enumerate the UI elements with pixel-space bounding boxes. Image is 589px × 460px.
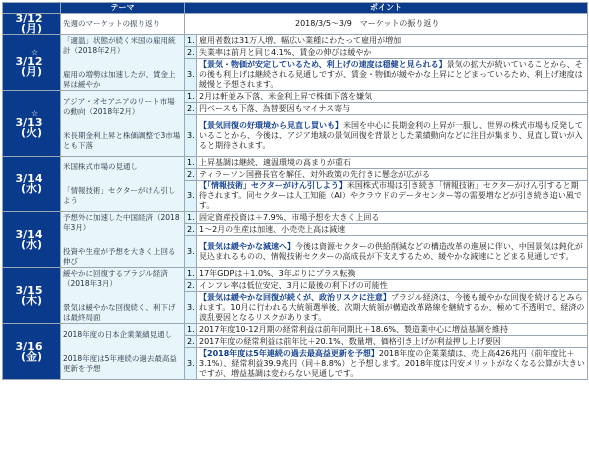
point-body: 2018年度の企業業績は、売上高426兆円（前年度比＋3.1%）、経常利益39.9兆円（同＋8.8%）と予想します。2018年度は円安メリットがなくなる公算が大きいですが、増益基調は変わらない見通しです。 bbox=[199, 348, 585, 378]
point-number: 3. bbox=[185, 236, 197, 268]
point-number: 1. bbox=[185, 268, 197, 280]
table-row bbox=[3, 14, 588, 35]
topic-subtitle: 投資や生産が予想を大きく上回る伸び bbox=[63, 246, 176, 266]
point-number: 1. bbox=[185, 212, 197, 224]
date-weekday: (水) bbox=[20, 237, 43, 251]
date-md: 3/12 bbox=[15, 12, 43, 25]
topic-subtitle: 2018年度は5年連続の過去最高益更新を予想 bbox=[63, 353, 177, 373]
date-md: 3/16 bbox=[15, 339, 43, 353]
point-body: 米国株式市場は引き続き「情報技術」セクターがけん引すると期待されます。同セクターは人工知能（AI）やクラウドのデータセンター等の需要増などが引き続き追い風です。 bbox=[199, 181, 582, 210]
topic-title: 緩やかに回復するブラジル経済（2018年3月） bbox=[63, 268, 168, 288]
point-text: 2017年度の経常利益は前年比＋20.1%、数量増、価格引き上げが利益押し上げ要因 bbox=[197, 336, 588, 348]
point-text: 2月は軒並み下落、米金利上昇で株価下落を嫌気 bbox=[197, 91, 588, 103]
point-body: ブラジル経済は、今後も緩やかな回復を続けるとみられます。10月に行われる大統領選挙後、次期大統領が構造改革路線を継続するか、極めて不透明で、経済の波乱要因となるリスクがあります。 bbox=[199, 292, 585, 322]
topic-cell bbox=[61, 14, 185, 35]
star-icon: ☆ bbox=[31, 109, 39, 118]
date-weekday: (金) bbox=[20, 349, 43, 363]
point-number: 3. bbox=[185, 292, 197, 324]
topic-cell bbox=[61, 268, 185, 324]
point-text: インフレ率は低位安定、3月に最後の利下げの可能性 bbox=[197, 280, 588, 292]
date-weekday: (水) bbox=[20, 182, 43, 195]
point-text bbox=[197, 115, 588, 157]
topic-subtitle: 景気は緩やかな回復続く、利下げは最終局面 bbox=[63, 302, 176, 322]
point-number: 2. bbox=[185, 47, 197, 59]
point-number: 3. bbox=[185, 348, 197, 380]
point-emphasis: 【景気・物価が安定しているため、利上げの速度は穏健と見られる】 bbox=[199, 59, 447, 69]
table-row bbox=[3, 268, 588, 280]
date-cell bbox=[3, 324, 61, 380]
point-text bbox=[197, 292, 588, 324]
point-body: 今後は資源セクターの供給削減などの構造改革の進展に伴い、中国景気は鈍化が見込まれるものの、情報技術セクターの高成長が下支えするため、緩やかな減速にとどまる見通しです。 bbox=[199, 241, 583, 261]
topic-title: 米国株式市場の見通し bbox=[63, 162, 138, 171]
topic-cell bbox=[61, 35, 185, 91]
date-weekday: (木) bbox=[20, 293, 43, 307]
schedule-table bbox=[2, 2, 588, 380]
topic-title: 「適温」状態が続く米国の雇用統計（2018年2月） bbox=[63, 35, 176, 55]
topic-subtitle: 「情報技術」セクターがけん引しよう bbox=[63, 186, 176, 205]
point-text: 1～2月の生産は加速、小売売上高は減速 bbox=[197, 224, 588, 236]
topic-title: 予想外に加速した中国経済（2018年3月） bbox=[63, 212, 180, 232]
header-point: ポイント bbox=[185, 3, 588, 14]
point-number: 2. bbox=[185, 224, 197, 236]
topic-title: 2018年度の日本企業業績見通し bbox=[63, 329, 173, 339]
date-cell bbox=[3, 157, 61, 212]
point-text: 上昇基調は継続、適温環境の高まりが重石 bbox=[197, 157, 588, 169]
table-row bbox=[3, 324, 588, 336]
point-text bbox=[197, 59, 588, 91]
point-number: 1. bbox=[185, 35, 197, 47]
topic-cell bbox=[61, 91, 185, 157]
topic-title: 先週のマーケットの振り返り bbox=[63, 19, 161, 28]
point-number: 2. bbox=[185, 336, 197, 348]
topic-cell bbox=[61, 157, 185, 212]
date-cell bbox=[3, 212, 61, 268]
point-text: 雇用者数は31万人増、幅広い業種にわたって雇用が増加 bbox=[197, 35, 588, 47]
date-cell bbox=[3, 14, 61, 35]
header-row bbox=[3, 3, 588, 14]
table-row bbox=[3, 91, 588, 103]
point-text: 固定資産投資は＋7.9%、市場予想を大きく上回る bbox=[197, 212, 588, 224]
table-row bbox=[3, 35, 588, 47]
date-md: 3/14 bbox=[15, 172, 43, 185]
point-number: 1. bbox=[185, 324, 197, 336]
date-cell bbox=[3, 91, 61, 157]
point-emphasis: 【景気は緩やかな減速へ】 bbox=[199, 241, 295, 251]
topic-subtitle: 雇用の増勢は加速したが、賃金上昇は緩やか bbox=[63, 69, 176, 89]
point-text bbox=[197, 181, 588, 212]
point-text: ティラーソン国務長官を解任、対外政策の先行きに懸念が広がる bbox=[197, 169, 588, 181]
point-number: 3. bbox=[185, 115, 197, 157]
point-emphasis: 【景気は緩やかな回復が続くが、政治リスクに注意】 bbox=[199, 292, 391, 302]
topic-subtitle: 米長期金利上昇と株価調整で3市場とも下落 bbox=[63, 130, 181, 150]
table-row bbox=[3, 157, 588, 169]
point-body: 景気の拡大が続いていることから、その後も利上げは継続される見通しですが、賃金・物価が緩やかな上昇にとどまっているため、利上げ速度は緩慢と予想されます。 bbox=[199, 59, 583, 89]
table-row bbox=[3, 212, 588, 224]
point-text: 2017年度10-12月期の経常利益は前年同期比＋18.6%、製造業中心に増益基調を維持 bbox=[197, 324, 588, 336]
topic-cell bbox=[61, 212, 185, 268]
point-text bbox=[197, 348, 588, 380]
point-body: 米国を中心に長期金利の上昇が一服し、世界の株式市場も反発していることから、今後は、アジア地域の景気回復を背景とした業績動向などに注目が集まり、見直し買いが入ると期待されます。 bbox=[199, 120, 583, 150]
point-number: 3. bbox=[185, 181, 197, 212]
point-number: 2. bbox=[185, 169, 197, 181]
date-weekday: (火) bbox=[20, 126, 43, 139]
point-number: 2. bbox=[185, 103, 197, 115]
date-md: 3/15 bbox=[15, 283, 43, 297]
point-text: 17年GDPは＋1.0%、3年ぶりにプラス転換 bbox=[197, 268, 588, 280]
star-icon: ☆ bbox=[31, 48, 39, 57]
date-cell bbox=[3, 268, 61, 324]
point-number: 1. bbox=[185, 157, 197, 169]
point-emphasis: 【2018年度は5年連続の過去最高益更新を予想】 bbox=[199, 348, 379, 358]
date-md: 3/14 bbox=[15, 227, 43, 241]
point-text bbox=[197, 236, 588, 268]
date-weekday: (月) bbox=[20, 65, 43, 78]
header-theme: テーマ bbox=[61, 3, 185, 14]
point-emphasis: 【「情報技術」セクターがけん引しよう】 bbox=[199, 181, 347, 190]
date-cell bbox=[3, 35, 61, 91]
topic-title: アジア・オセアニアのリート市場の動向（2018年2月） bbox=[63, 96, 175, 116]
point-text: 失業率は前月と同じ4.1%、賃金の伸びは緩やか bbox=[197, 47, 588, 59]
topic-cell bbox=[61, 324, 185, 380]
date-weekday: (月) bbox=[20, 22, 43, 35]
point-number: 2. bbox=[185, 280, 197, 292]
point-text: 円ベースも下落、為替要因もマイナス寄与 bbox=[197, 103, 588, 115]
date-md: 3/12 bbox=[15, 55, 43, 68]
point-text: 2018/3/5～3/9 マーケットの振り返り bbox=[185, 14, 588, 35]
point-number: 1. bbox=[185, 91, 197, 103]
point-number: 3. bbox=[185, 59, 197, 91]
date-md: 3/13 bbox=[15, 116, 43, 129]
point-emphasis: 【景気回復の好環境から見直し買いも】 bbox=[199, 120, 343, 130]
